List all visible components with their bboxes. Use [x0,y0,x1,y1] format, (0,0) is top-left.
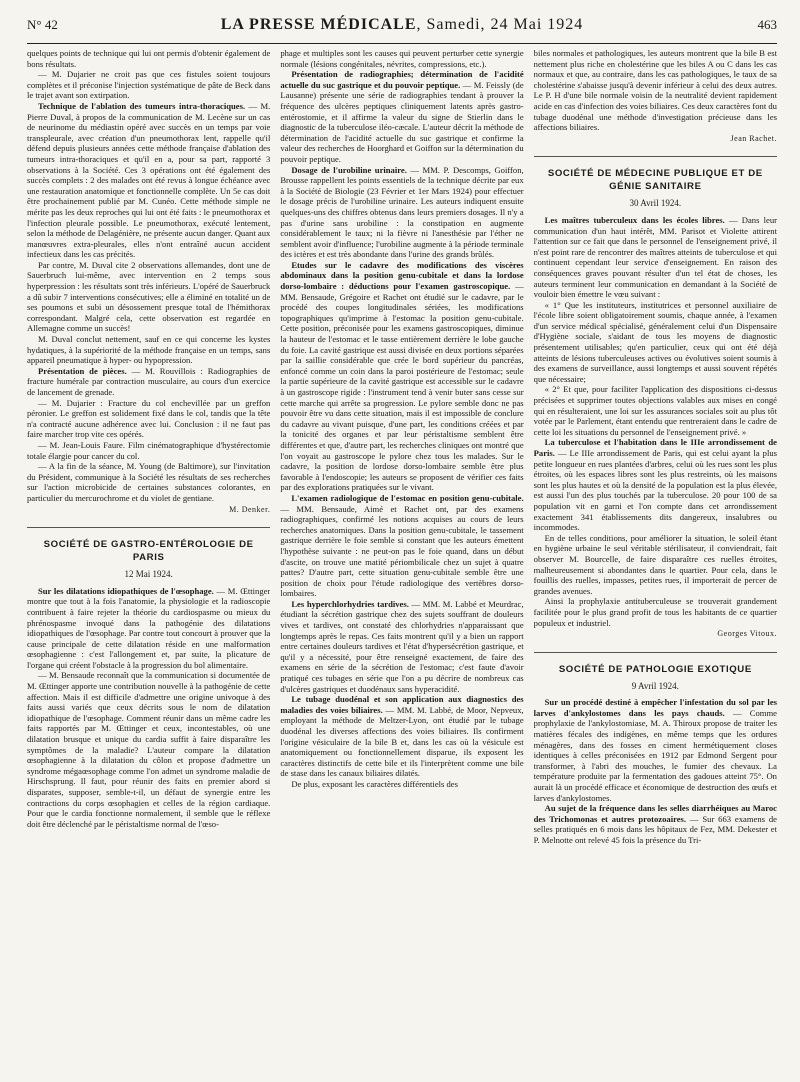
paragraph: « 2° Et que, pour faciliter l'application des dispositions ci-dessus précisées et supprimer toutes objections valables aux mises en congé qui en résulteraient, une loi sur les assurances sociales soit au plus tôt votée par le Parlement, étant entendu que rentreraient dans le cadre de cette loi les situations du personnel de l'enseignement privé. » [533,384,777,437]
article [534,803,777,845]
author-signature: Jean Rachet. [730,133,777,143]
article [280,599,523,694]
column-2 [280,48,523,1076]
section-title: SOCIÉTÉ DE MÉDECINE PUBLIQUE ET DE GÉNIE SANITAIRE [547,168,763,193]
journal-title [221,16,584,34]
article-body: — Dans leur communication d'un haut intérêt, MM. Parisot et Violette attirent l'attention sur ce fait que dans le personnel de l'enseignement privé, il n'est point rare de rencontrer des maîtres atteints de tuberculose et qui continuent cependant leur service d'enseignement. En raison des conséquences graves pouvant résulter d'un tel état de choses, les auteurs terminent leur communication en demandant à la Société de vouloir bien émettre le vœu suivant : [533,214,777,300]
article-title: Dosage de l'urobiline urinaire. [291,164,407,175]
section-heading [534,156,777,209]
article-body: — MM. M. Labbé, de Moor, Nepveux, employant la méthode de Meltzer-Lyon, ont étudié par le tubage duodénal les diverses affections des voies biliaires. Ils confirment l'origine vésiculaire de la bile B et, dans les cas où la vésicule est anatomiquement ou fonctionnellement disparue, ils exposent les caractères distinctifs de cette bile et ils l'interprètent comme une bile de stase dans les canaux biliaires dilatés. [280,704,524,779]
article-title: Sur les dilatations idiopathiques de l'œsophage. [38,585,214,596]
article-body: — MM. P. Descomps, Goiffon, Brousse rappellent les points essentiels de la technique décrite par eux à la Société de Biologie (23 Février et 1er Mars 1924) pour effectuer le dosage précis de l'urobiline urinaire. Les auteurs indiquent ensuite quelques-uns des chiffres obtenus dans leurs premiers dosages. Il n'y a pas d'urine sans urobiline : la constipation en augmente considérablement le taux; ni la fièvre ni l'anesthésie par l'éther ne semblent avoir d'influence; l'urobiline augmente à la période terminale des ictères et est très abondante dans l'urine des grands brûlés. [280,164,524,260]
paragraph: De plus, exposant les caractères différentiels des [291,778,458,789]
column-1 [27,48,270,1076]
article-title: Le tubage duodénal et son application aux diagnostics des maladies des voies biliaires. [280,694,524,715]
article-title: Au sujet de la fréquence dans les selles diarrhéiques au Maroc des Trichomonas et autres protozoaires. [533,803,777,824]
article [534,215,777,300]
paragraph: — M. Bensaude reconnaît que la communication si documentée de M. Œttinger apporte une contribution nouvelle à la pathogénie de cette affection. Mais il est difficile d'admettre une origine univoque à des faits aussi variés que ceux décrits sous le nom de dilatation idiopathique de l'œsophage. Comment réunir dans un même cadre les faits rapportés par M. Œttinger et ceux, incontestables, où une dilatation brusque et unique du cardia suffit à faire disparaître les symptômes de la maladie? L'auteur compare la dilatation œsophagienne à la dilatation du côlon et propose d'admettre un syndrome mégaœsophage comme l'on admet un syndrome maladie de Hirschsprung. Il faut, pour réunir des faits en premier abord si disparates, supposer, semble-t-il, un défaut de synergie entre les contractions du corps œsophagien et celles de la région cardiaque. Pour que le cardia fonctionne normalement, il semble que le réflexe doit être déclenché par le péristaltisme normal de l'œso- [27,670,271,829]
article [534,437,777,532]
article [280,493,523,599]
article-body: — Le IIIe arrondissement de Paris, qui est celui ayant la plus petite longueur en rues plantées d'arbres, celui où les rues sont les plus étroites, où les espaces libres sont les plus restreints, où les maisons sont les plus hautes et où la densité de la population est la plus élevée, est aussi l'un des plus touchés par la tuberculose. 20 pour 100 de sa population vit en garni et l'on compte dans cet arrondissement exactement 341 établissements dits dangereux, insalubres ou incommodes. [533,448,777,533]
text-columns [27,48,777,1076]
paragraph: « 1° Que les instituteurs, institutrices et personnel auxiliaire de l'école libre soient obligatoirement soumis, chaque année, à l'examen d'un service médical spécialisé, généralement celui d'un Dispensaire d'Hygiène sociale, s'aidant de tous les moyens de diagnostic présentement utilisables; qu'en particulier, ceux qui ont été déjà atteints de lésions tuberculeuses actives ou évolutives soient soumis à des examens de surveillance, aussi longtemps et aussi souvent répétés que nécessaire; [533,299,777,384]
page-number: 463 [757,17,777,32]
paragraph: — M. Jean-Louis Faure. Film cinématographique d'hystérectomie totale élargie pour cancer du col. [27,439,271,461]
article-title: Les maîtres tuberculeux dans les écoles libres. [544,214,725,225]
article [280,165,523,260]
article-title: Les hyperchlorhydries tardives. [291,598,409,609]
paragraph: En de telles conditions, pour améliorer la situation, le soleil étant en hygiène urbaine le seul véritable stérilisateur, il conviendrait, fait observer M. Bourcelle, de faire disparaître ces ruelles étroites, malheureusement si abondantes dans le quartier. Pour cela, dans le fouillis des ruelles, impasses, petites rues, il importerait de percer de grandes avenues. [533,532,777,596]
paragraph: M. Duval conclut nettement, sauf en ce qui concerne les kystes hydatiques, à la supériorité de la méthode française en un temps, sans appareil pneumatique à hyper- ou hypopression. [27,334,271,366]
section-heading [534,652,777,692]
article-body: — M. Rouvillois : Radiographies de fracture humérale par contraction musculaire, au cours d'un exercice de lancement de grenade. [27,365,271,397]
section-date: 30 Avril 1924. [629,198,682,209]
section-title: SOCIÉTÉ DE GASTRO-ENTÉROLOGIE DE PARIS [43,539,254,564]
article-body: — Sur 663 examens de selles pratiqués en 6 mois dans les hôpitaux de Fez, MM. Dekester et P. Melnotte ont relevé 45 fois la présence du Tri- [533,813,777,845]
issue-number: N° 42 [27,17,58,32]
section-date: 12 Mai 1924. [124,569,173,580]
paragraph: — A la fin de la séance, M. Young (de Baltimore), sur l'invitation du Président, communique à la Société les résultats de ses recherches sur l'action microbicide de certaines substances colorantes, en particulier du mercurochrome et du violet de gentiane. [27,461,271,503]
author-signature: M. Denker. [229,504,271,514]
paragraph: — M. Dujarier ne croit pas que ces fistules soient toujours complètes et il préconise l'injection systématique de pâte de Beck dans le trajet avant son extirpation. [27,69,271,101]
article-title: Sur un procédé destiné à empêcher l'infestation du sol par les larves d'ankylostomes dans les pays chauds. [533,697,777,718]
section-date: 9 Avril 1924. [631,680,679,691]
article-body: — Comme prophylaxie de l'ankylostomiase, M. A. Thiroux propose de traiter les matières fécales des indigènes, en même temps que les ordures ménagères, dans des fosses en ciment hermétiquement closes identiques à celles préconisées en 1912 par Edmond Sergent pour transformer, à l'abri des mouches, le fumier des chevaux. La température produite par la fermentation des gadoues atteint 75°. On aurait là un procédé efficace et économique de destruction des œufs et larves d'ankylostomes. [533,707,777,803]
article-title: Présentation de radiographies; détermination de l'acidité actuelle du suc gastrique et du pouvoir peptique. [280,69,524,90]
paragraph: Par contre, M. Duval cite 2 observations allemandes, dont une de Sauerbruch lui-même, avec intervention en 2 temps sous hyperpression : les résultats sont très inférieurs. L'opéré de Sauerbruck a dû subir 7 interventions consécutives; elle a éliminé en totalité un de ses poumons et subi un désossement presque total de l'hémithorax correspondant. Malgré cela, cette observation est regardée en Allemagne comme un succès! [27,259,271,334]
article-title: La tuberculose et l'habitation dans le IIIe arrondissement de Paris. [533,437,777,458]
author-signature: Georges Vitoux. [717,629,777,639]
article-body: — MM. Bensaude, Aimé et Rachet ont, par des examens radiographiques, confirmé les notions acquises au cours de leurs recherches anatomiques. Dans la position genu-cubitale, le tassement gastrique derrière le foie semble si constant que les auteurs émettent l'hypothèse suivante : ne peut-on pas le foie quand, dans un début d'ascite, on trouve une matité périombilicale chez un sujet à quatre pattes? D'autre part, cette situation genu-cubitale semble être une position de choix pour l'étude radiologique des vertèbres dorso-lombaires. [280,503,524,599]
article [27,366,270,398]
article [534,697,777,803]
running-header [27,0,777,44]
article-title: Présentation de pièces. [38,365,127,376]
article [27,586,270,671]
article-title: Technique de l'ablation des tumeurs intra-thoraciques. [38,100,246,111]
article [280,694,523,779]
section-title: SOCIÉTÉ DE PATHOLOGIE EXOTIQUE [558,663,752,675]
issue-date: , Samedi, 24 Mai 1924 [416,16,584,33]
paragraph: phage et multiples sont les causes qui peuvent perturber cette synergie normale (lésions congénitales, névrites, compressions, etc.). [280,48,524,69]
article [27,101,270,260]
article-body: — MM. Bensaude, Grégoire et Rachet ont étudié sur le cadavre, par le procédé des coupes longitudinales sériées, les modifications topographiques qu'imprime à l'estomac la position genu-cubitale. Cette position, préconisée pour les examens gastroscopiques, diminue la hauteur de l'estomac et le tasse entièrement derrière le lobe gauche du foie. La cavité gastrique est aussi divisée en deux portions séparées par la saillie considérable que crée le bord supérieur du pancréas, enfoncé comme un coin dans la paroi postérieure de l'estomac; seule la partie supérieure de la cavité gastrique est accessible sur le cadavre à un gastroscope rigide : l'instrument tend à venir buter sans cesse sur cette marche qui arrête sa progression. Le pylore semble donc ne pas pouvoir être vu dans cette situation, mais il est impossible de conclure du cadavre au vivant puisque, d'une part, les conditions créées et par la tonicité des organes et par leur péristaltisme semblent être différentes et que, d'autre part, les recherches cliniques ont montré que l'on voyait au gastroscope le pylore chez tous les malades. Sur le cadavre, la position de lordose dorso-lombaire semble être plus favorable à l'endoscopie; les auteurs se proposent de vérifier ces faits par des explorations pratiquées sur le vivant. [280,281,524,493]
article-body: — M. Pierre Duval, à propos de la communication de M. Lecène sur un cas de neurinome du médiastin opéré avec succès en un temps par voie transpleurale, avec création d'un pneumothorax lent, rappelle qu'il défend depuis plusieurs années cette méthode française d'ablation des tumeurs intra-thoraciques et qu'il en a, pour sa part, rapporté 3 observations à la Société. Ces 3 opérations ont été également des succès complets : 2 des malades ont été revus à longue échéance avec une restauration anatomique et fonctionnelle complète. Un 5e cas doit être prochainement publié par M. Cunéo. Cette méthode simple ne mérite pas les deux reproches qui lui ont été faits : le pneumothorax et l'infection pleurale possible. Le pneumothorax, exécuté lentement, selon la méthode de Delagénière, ne présente aucun danger. Quant aux manœuvres extra-pleurales, elles n'ont entraîné aucun accident infectieux dans les cas précités. [27,100,271,260]
paragraph: — M. Dujarier : Fracture du col enchevillée par un greffon péronier. Le greffon est solidement fixé dans le col, tandis que la tête n'a contracté aucune adhérence avec lui. Conclusion : il ne faut pas faire marcher trop vite ces opérés. [27,397,271,440]
article [280,260,523,493]
article [280,69,523,164]
article-body: — M. Œttinger montre que tout à la fois l'anatomie, la physiologie et la radioscopie contribuent à faire rejeter la théorie du cardiospasme ou mieux du phrénospasme invoqué dans la pathogénie des dilatations idiopathiques de l'œsophage. Par contre tout concourt à prouver que la cause principale de cette dilatation réside en une malformation œsophagienne : c'est l'allongement et, par suite, la plicature de l'organe qui créent l'obstacle à la progression du bol alimentaire. [27,585,271,670]
section-heading [27,527,270,580]
article-title: L'examen radiologique de l'estomac en position genu-cubitale. [291,492,524,503]
paragraph: Ainsi la prophylaxie antituberculeuse se trouverait grandement facilitée pour le plus grand profit de tous les habitants de ce quartier populeux et industriel. [533,596,777,628]
article-body: — M. Feissly (de Lausanne) présente une série de radiographies tendant à prouver la fréquence des ulcères peptiques cliniquement latents après gastro-entérostomie, et il affirme la valeur du signe de Stierlin dans le diagnostic de la tuberculose iléo-cæcale. L'auteur décrit la méthode de détermination de l'acidité actuelle du suc gastrique et confirme la valeur des recherches de Hoorghard et Goiffon sur la détermination du pouvoir peptique. [280,79,524,164]
journal-name: LA PRESSE MÉDICALE [220,16,417,33]
paragraph: biles normales et pathologiques, les auteurs montrent que la bile B est nettement plus riche en cholestérine que les biles A ou C dans les cas normaux et que, au contraire, dans les cas pathologiques, le taux de sa cholestérine s'abaisse jusqu'à devenir inférieur à celui des deux autres. Le P. H d'une bile normale voisin de la neutralité devient rapidement acide en cas d'infection des voies biliaires. Ces deux caractères font du tubage duodénal une méthode d'investigation précieuse dans les affections biliaires. [533,48,777,133]
article-title: Etudes sur le cadavre des modifications des viscères abdominaux dans la position genu-cubitale et dans la lordose dorso-lombaire : déductions pour l'examen gastroscopique. [280,259,524,292]
paragraph: quelques points de technique qui lui ont permis d'obtenir également de bons résultats. [27,48,271,69]
article-body: — MM. M. Labbé et Meurdrac, étudiant la sécrétion gastrique chez des sujets souffrant de douleurs vives et tardives, ont constaté des chlorhydries n'apparaissant que longtemps après le repas. Ces faits montrent qu'il y a bien un rapport entre certaines douleurs tardives et l'état d'hypersécrétion gastrique, et qu'il y a nécessité, pour être renseigné exactement, de faire des examens en série de la sécrétion de l'estomac; c'est faute d'avoir pratiqué ces tubages en série que l'on a pu décrire de nombreux cas d'ulcères gastriques et duodénaux sans hyperacidité. [280,598,524,694]
column-3 [534,48,777,1076]
